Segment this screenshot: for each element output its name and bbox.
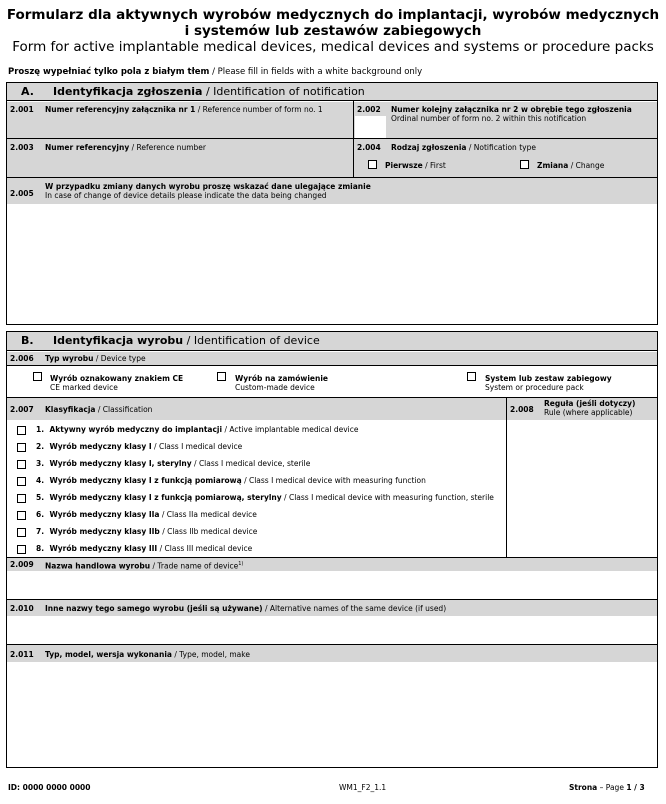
class-5-number: 5. bbox=[36, 493, 45, 502]
custom-made-pl: Wyrób na zamówienie bbox=[235, 374, 328, 383]
field-2010-label-en: / Alternative names of the same device (if used) bbox=[264, 604, 447, 613]
class-4-number: 4. bbox=[36, 476, 45, 485]
field-2005-input[interactable] bbox=[7, 205, 657, 324]
field-2010-input[interactable] bbox=[7, 617, 657, 644]
field-2005-number: 2.005 bbox=[10, 189, 34, 198]
form-title-en: Form for active implantable medical devices, medical devices and systems or procedure packs bbox=[12, 39, 654, 55]
change-label-en: / Change bbox=[570, 161, 605, 170]
field-2001-label bbox=[45, 105, 323, 114]
field-2011-label bbox=[45, 650, 250, 659]
footer-page-number: 1 / 3 bbox=[626, 783, 645, 792]
footer-form-code: WM1_F2_1.1 bbox=[339, 783, 387, 792]
class-2-label-en: / Class I medical device bbox=[154, 442, 243, 451]
field-2004-label bbox=[391, 143, 536, 152]
section-b-number: B. bbox=[21, 334, 34, 347]
section-b-title-pl: Identyfikacja wyrobu bbox=[53, 334, 184, 347]
field-2009-label-en: / Trade name of device bbox=[152, 561, 239, 571]
ce-marked-en: CE marked device bbox=[50, 383, 118, 392]
system-procedure-pack-label bbox=[485, 374, 612, 392]
field-2001-number: 2.001 bbox=[10, 105, 34, 114]
field-2010-label-pl: Inne nazwy tego samego wyrobu (jeśli są używane) bbox=[45, 604, 263, 613]
section-a-title bbox=[53, 85, 365, 98]
class-8-checkbox[interactable] bbox=[17, 545, 26, 554]
class-8-number: 8. bbox=[36, 544, 45, 553]
change-label-pl: Zmiana bbox=[537, 161, 569, 170]
first-label-pl: Pierwsze bbox=[385, 161, 423, 170]
change-notification-checkbox[interactable] bbox=[520, 160, 529, 169]
footer-page-en: – Page bbox=[599, 783, 624, 792]
class-option-1[interactable] bbox=[17, 425, 359, 435]
field-2009-label-pl: Nazwa handlowa wyrobu bbox=[45, 561, 151, 571]
field-2009-label bbox=[45, 560, 243, 571]
class-option-7[interactable] bbox=[17, 527, 257, 537]
class-1-number: 1. bbox=[36, 425, 45, 434]
system-procedure-pack-checkbox[interactable] bbox=[467, 372, 476, 381]
field-2003-label-pl: Numer referencyjny bbox=[45, 143, 130, 152]
footer-page-pl: Strona bbox=[569, 783, 598, 792]
field-2011-input[interactable] bbox=[7, 663, 657, 767]
class-3-label-pl: Wyrób medyczny klasy I, sterylny bbox=[49, 459, 192, 468]
custom-made-device-checkbox[interactable] bbox=[217, 372, 226, 381]
field-2006-label bbox=[45, 354, 146, 363]
field-2008-label bbox=[544, 399, 635, 417]
section-a-title-en: / Identification of notification bbox=[205, 85, 365, 98]
class-7-label-en: / Class IIb medical device bbox=[162, 527, 258, 536]
field-2011-label-pl: Typ, model, wersja wykonania bbox=[45, 650, 172, 659]
field-2007-number: 2.007 bbox=[10, 405, 34, 414]
class-7-checkbox[interactable] bbox=[17, 528, 26, 537]
field-2008-label-en: Rule (where applicable) bbox=[544, 408, 633, 417]
form-title-pl-line1: Formularz dla aktywnych wyrobów medycznych do implantacji, wyrobów medycznych bbox=[6, 7, 660, 23]
field-2011-label-en: / Type, model, make bbox=[174, 650, 250, 659]
field-2002-label bbox=[391, 105, 632, 123]
section-a-title-pl: Identyfikacja zgłoszenia bbox=[53, 85, 203, 98]
class-8-label-en: / Class III medical device bbox=[159, 544, 253, 553]
instruction-en: / Please fill in fields with a white background only bbox=[212, 67, 423, 77]
section-a-header bbox=[7, 83, 657, 101]
class-5-checkbox[interactable] bbox=[17, 494, 26, 503]
class-option-3[interactable] bbox=[17, 459, 310, 469]
custom-made-en: Custom-made device bbox=[235, 383, 315, 392]
field-2004-label-en: / Notification type bbox=[468, 143, 536, 152]
class-option-2[interactable] bbox=[17, 442, 242, 452]
field-2003-label bbox=[45, 143, 206, 152]
class-7-number: 7. bbox=[36, 527, 45, 536]
field-2008-input[interactable] bbox=[507, 421, 657, 557]
class-2-number: 2. bbox=[36, 442, 45, 451]
field-2009-number: 2.009 bbox=[10, 560, 34, 569]
first-notification-label bbox=[385, 161, 446, 170]
class-1-checkbox[interactable] bbox=[17, 426, 26, 435]
class-3-number: 3. bbox=[36, 459, 45, 468]
field-2005-label-en: In case of change of device details please indicate the data being changed bbox=[45, 191, 327, 200]
field-2007-label-en: / Classification bbox=[97, 405, 153, 414]
field-2006-label-en: / Device type bbox=[95, 354, 146, 363]
ce-marked-device-label bbox=[50, 374, 183, 392]
field-2002-number: 2.002 bbox=[357, 105, 381, 114]
field-2005-label bbox=[45, 182, 371, 200]
field-2004-number: 2.004 bbox=[357, 143, 381, 152]
section-b-title-en: / Identification of device bbox=[186, 334, 320, 347]
class-2-label-pl: Wyrób medyczny klasy I bbox=[49, 442, 152, 451]
class-5-label-en: / Class I medical device with measuring function, sterile bbox=[284, 493, 494, 502]
field-2005-label-pl: W przypadku zmiany danych wyrobu proszę wskazać dane ulegające zmianie bbox=[45, 182, 371, 191]
field-2007-label-pl: Klasyfikacja bbox=[45, 405, 96, 414]
fill-instruction bbox=[8, 67, 422, 77]
ce-marked-pl: Wyrób oznakowany znakiem CE bbox=[50, 374, 184, 383]
ce-marked-device-checkbox[interactable] bbox=[33, 372, 42, 381]
change-notification-label bbox=[537, 161, 604, 170]
class-5-label-pl: Wyrób medyczny klasy I z funkcją pomiarową, sterylny bbox=[49, 493, 282, 502]
field-2001-input[interactable] bbox=[7, 116, 353, 138]
field-2004-label-pl: Rodzaj zgłoszenia bbox=[391, 143, 467, 152]
field-2003-input[interactable] bbox=[7, 154, 353, 176]
section-b-header bbox=[7, 332, 657, 351]
system-pack-en: System or procedure pack bbox=[485, 383, 584, 392]
footnote-marker: 1) bbox=[238, 561, 244, 567]
class-6-checkbox[interactable] bbox=[17, 511, 26, 520]
class-6-number: 6. bbox=[36, 510, 45, 519]
class-4-checkbox[interactable] bbox=[17, 477, 26, 486]
instruction-pl: Proszę wypełniać tylko pola z białym tłem bbox=[8, 67, 210, 77]
class-1-label-pl: Aktywny wyrób medyczny do implantacji bbox=[49, 425, 223, 434]
class-4-label-pl: Wyrób medyczny klasy I z funkcją pomiarową bbox=[49, 476, 242, 485]
footer-document-id: ID: 0000 0000 0000 bbox=[8, 783, 91, 792]
field-2008-number: 2.008 bbox=[510, 405, 534, 414]
class-option-6[interactable] bbox=[17, 510, 257, 520]
class-4-label-en: / Class I medical device with measuring function bbox=[244, 476, 426, 485]
class-option-5[interactable] bbox=[17, 493, 494, 503]
first-notification-checkbox[interactable] bbox=[368, 160, 377, 169]
field-2003-label-en: / Reference number bbox=[131, 143, 206, 152]
field-2001-label-en: / Reference number of form no. 1 bbox=[197, 105, 323, 114]
custom-made-device-label bbox=[235, 374, 328, 392]
class-8-label-pl: Wyrób medyczny klasy III bbox=[49, 544, 158, 553]
field-2006-label-pl: Typ wyrobu bbox=[45, 354, 94, 363]
field-2011-number: 2.011 bbox=[10, 650, 34, 659]
field-2008-label-pl: Reguła (jeśli dotyczy) bbox=[544, 399, 636, 408]
footer-page-info bbox=[569, 783, 645, 792]
class-6-label-en: / Class IIa medical device bbox=[161, 510, 257, 519]
class-option-4[interactable] bbox=[17, 476, 426, 486]
field-2010-label bbox=[45, 604, 446, 613]
section-b-title bbox=[53, 334, 320, 347]
class-1-label-en: / Active implantable medical device bbox=[224, 425, 359, 434]
field-2001-label-pl: Numer referencyjny załącznika nr 1 bbox=[45, 105, 196, 114]
class-7-label-pl: Wyrób medyczny klasy IIb bbox=[49, 527, 160, 536]
class-3-checkbox[interactable] bbox=[17, 460, 26, 469]
field-2006-number: 2.006 bbox=[10, 354, 34, 363]
system-pack-pl: System lub zestaw zabiegowy bbox=[485, 374, 612, 383]
section-a-number: A. bbox=[21, 85, 34, 98]
class-2-checkbox[interactable] bbox=[17, 443, 26, 452]
field-2002-input[interactable] bbox=[355, 116, 386, 138]
class-option-8[interactable] bbox=[17, 544, 252, 554]
field-2002-label-en: Ordinal number of form no. 2 within this notification bbox=[391, 114, 587, 123]
field-2009-input[interactable] bbox=[7, 572, 657, 599]
first-label-en: / First bbox=[425, 161, 446, 170]
field-2007-label bbox=[45, 405, 152, 414]
form-title-pl-line2: i systemów lub zestawów zabiegowych bbox=[184, 23, 482, 39]
field-2002-label-pl: Numer kolejny załącznika nr 2 w obrębie tego zgłoszenia bbox=[391, 105, 632, 114]
field-2003-number: 2.003 bbox=[10, 143, 34, 152]
class-3-label-en: / Class I medical device, sterile bbox=[194, 459, 311, 468]
class-6-label-pl: Wyrób medyczny klasy IIa bbox=[49, 510, 160, 519]
field-2010-number: 2.010 bbox=[10, 604, 34, 613]
